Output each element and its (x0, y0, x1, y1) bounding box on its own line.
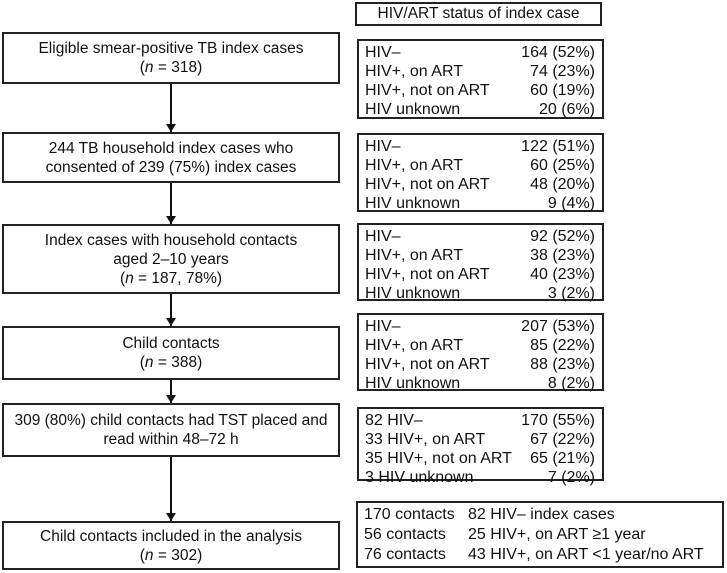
row-value: 8 (2%) (547, 375, 595, 392)
status-row (365, 81, 595, 100)
row-label: HIV– (365, 318, 401, 335)
row-label: 76 contacts (364, 545, 446, 563)
summary-row (364, 505, 716, 525)
row-value: 3 (2%) (547, 285, 595, 302)
row-label: HIV+, not on ART (365, 266, 490, 283)
flow-box-household-contacts (2, 224, 340, 294)
status-row (365, 265, 595, 284)
row-value: 92 (52%) (530, 228, 595, 245)
status-row (365, 317, 595, 336)
row-value: 170 (55%) (521, 412, 595, 429)
row-value: 85 (22%) (530, 337, 595, 354)
flow-box-line: (n = 187, 78%) (119, 269, 223, 287)
row-label: HIV+, not on ART (365, 176, 490, 193)
flow-arrow-2 (170, 183, 172, 224)
flow-box-line: 309 (80%) child contacts had TST placed and (14, 412, 328, 429)
status-row (365, 430, 595, 449)
hiv-status-header (355, 2, 602, 26)
status-row (365, 100, 595, 119)
status-row (365, 156, 595, 175)
status-row (365, 468, 595, 487)
row-label: HIV+, on ART (365, 63, 463, 80)
flow-arrow-5 (170, 457, 172, 521)
row-value: 67 (22%) (530, 431, 595, 448)
flow-box-included-analysis (2, 521, 340, 570)
hiv-status-header-label: HIV/ART status of index case (377, 5, 580, 22)
flow-box-line: (n = 302) (139, 546, 203, 564)
flow-box-line: Eligible smear-positive TB index cases (38, 40, 304, 57)
status-row (365, 227, 595, 246)
row-label: HIV+, on ART (365, 337, 463, 354)
summary-row (364, 545, 716, 565)
row-value: 88 (23%) (530, 356, 595, 373)
status-row (365, 246, 595, 265)
flow-box-line: Index cases with household contacts (44, 231, 298, 249)
row-label: HIV unknown (365, 285, 461, 302)
status-row (365, 43, 595, 62)
row-value: 207 (53%) (521, 318, 595, 335)
status-row (365, 355, 595, 374)
row-value: 25 HIV+, on ART ≥1 year (468, 525, 646, 543)
summary-row (364, 525, 716, 545)
flow-box-line: 244 TB household index cases who (48, 139, 294, 157)
status-row (365, 137, 595, 156)
row-label: 3 HIV unknown (365, 469, 474, 486)
flow-box-line: consented of 239 (75%) index cases (45, 158, 297, 176)
flow-arrow-4 (170, 380, 172, 403)
row-value: 65 (21%) (530, 450, 595, 467)
flow-box-consented-cases (2, 132, 340, 183)
row-value: 43 HIV+, on ART <1 year/no ART (468, 545, 704, 563)
row-label: HIV+, on ART (365, 157, 463, 174)
hiv-status-box-1 (357, 39, 604, 119)
flow-box-tst-placed (2, 403, 340, 457)
row-label: 33 HIV+, on ART (365, 431, 486, 448)
flow-box-line: read within 48–72 h (103, 431, 239, 448)
status-row (365, 449, 595, 468)
row-value: 20 (6%) (538, 101, 595, 118)
status-row (365, 336, 595, 355)
flow-box-line: (n = 388) (139, 354, 203, 371)
row-value: 48 (20%) (530, 176, 595, 193)
row-value: 164 (52%) (521, 44, 595, 61)
row-label: HIV– (365, 228, 401, 245)
status-row (365, 175, 595, 194)
row-value: 60 (25%) (530, 157, 595, 174)
flow-box-line: Child contacts included in the analysis (40, 527, 302, 545)
row-value: 60 (19%) (530, 82, 595, 99)
row-label: HIV+, on ART (365, 247, 463, 264)
row-label: 56 contacts (364, 525, 446, 543)
status-row (365, 411, 595, 430)
row-label: HIV– (365, 44, 401, 61)
row-label: HIV unknown (365, 101, 461, 118)
summary-box (356, 501, 724, 568)
hiv-status-box-3 (357, 223, 604, 301)
row-value: 7 (2%) (547, 469, 595, 486)
row-value: 38 (23%) (530, 247, 595, 264)
row-label: 170 contacts (364, 505, 455, 523)
row-value: 82 HIV– index cases (468, 505, 615, 523)
row-value: 74 (23%) (530, 63, 595, 80)
flow-box-line: aged 2–10 years (113, 250, 229, 268)
row-value: 122 (51%) (521, 138, 595, 155)
row-label: HIV unknown (365, 375, 461, 392)
flow-box-child-contacts (2, 326, 340, 380)
flow-arrow-1 (170, 84, 172, 132)
row-label: HIV– (365, 138, 401, 155)
row-label: HIV+, not on ART (365, 82, 490, 99)
flow-box-eligible-cases (2, 32, 340, 84)
hiv-status-box-5 (357, 407, 604, 486)
hiv-status-box-4 (357, 313, 604, 391)
row-label: 82 HIV– (365, 412, 423, 429)
row-label: HIV+, not on ART (365, 356, 490, 373)
status-row (365, 374, 595, 393)
row-label: HIV unknown (365, 195, 461, 212)
row-value: 40 (23%) (530, 266, 595, 283)
row-label: 35 HIV+, not on ART (365, 450, 512, 467)
flow-arrow-3 (170, 294, 172, 326)
status-row (365, 284, 595, 303)
flow-box-line: (n = 318) (139, 59, 203, 76)
status-row (365, 62, 595, 81)
status-row (365, 194, 595, 213)
flow-box-line: Child contacts (122, 335, 220, 352)
row-value: 9 (4%) (547, 195, 595, 212)
hiv-status-box-2 (357, 133, 604, 212)
